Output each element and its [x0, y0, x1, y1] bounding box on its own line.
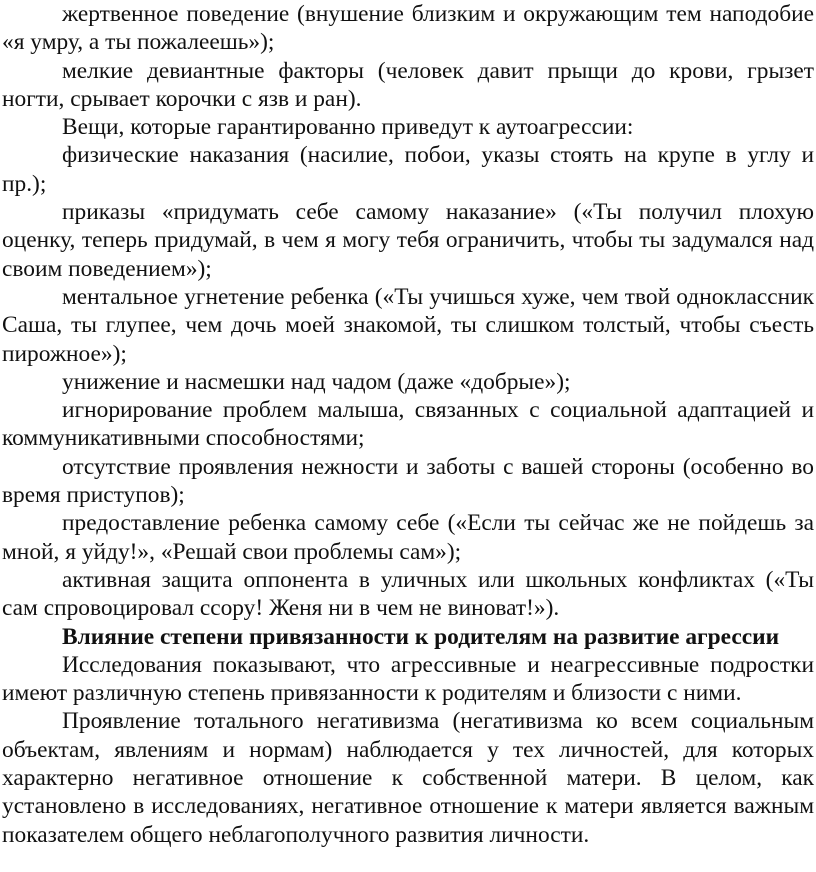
- list-item-humiliation: унижение и насмешки над чадом (даже «добрые»);: [62, 368, 571, 395]
- list-item-abandonment: предоставление ребенка самому себе («Если ты сейчас же не пойдешь за мной, я уйду!», «Решай свои проблемы сам»);: [2, 510, 814, 565]
- document-page: [2, 0, 814, 849]
- list-item-mental-oppression: ментальное угнетение ребенка («Ты учишься хуже, чем твой одноклассник Саша, ты глупее, чем дочь моей знакомой, ты слишком толстый, чтобы съесть пирожное»);: [2, 283, 814, 367]
- list-item-ignoring-problems: игнорирование проблем малыша, связанных с социальной адаптацией и коммуникативными способностями;: [2, 397, 814, 452]
- list-item-lack-of-tenderness: отсутствие проявления нежности и заботы с вашей стороны (особенно во время приступов);: [2, 453, 814, 509]
- list-item-sacrificial-behavior: жертвенное поведение (внушение близким и окружающим тем наподобие «я умру, а ты пожалеешь»);: [2, 1, 814, 56]
- list-item-physical-punishment: физические наказания (насилие, побои, указы стоять на крупе в углу и пр.);: [2, 142, 814, 197]
- section-heading: Влияние степени привязанности к родителям на развитие агрессии: [62, 623, 780, 650]
- list-intro: Вещи, которые гарантированно приведут к аутоагрессии:: [62, 114, 634, 141]
- list-item-minor-deviant-factors: мелкие девиантные факторы (человек давит прыщи до крови, грызет ногти, срывает корочки с язв и ран).: [2, 57, 814, 112]
- body-paragraph-negativism: Проявление тотального негативизма (негативизма ко всем социальным объектам, явлениям и нормам) наблюдается у тех личностей, для которых характерно негативное отношение к собственной матери. В целом, как установлено в исследованиях, негативное отношение к матери является важным показателем общего неблагополучного развития личности.: [2, 708, 814, 848]
- list-item-self-punishment-orders: приказы «придумать себе самому наказание» («Ты получил плохую оценку, теперь придумай, в чем я могу тебя ограничить, чтобы ты задумался над своим поведением»);: [2, 199, 814, 282]
- list-item-defending-opponent: активная защита оппонента в уличных или школьных конфликтах («Ты сам спровоцировал ссору! Женя ни в чем не виноват!»).: [2, 566, 814, 622]
- body-paragraph-research: Исследования показывают, что агрессивные и неагрессивные подростки имеют различную степень привязанности к родителям и близости с ними.: [2, 651, 814, 707]
